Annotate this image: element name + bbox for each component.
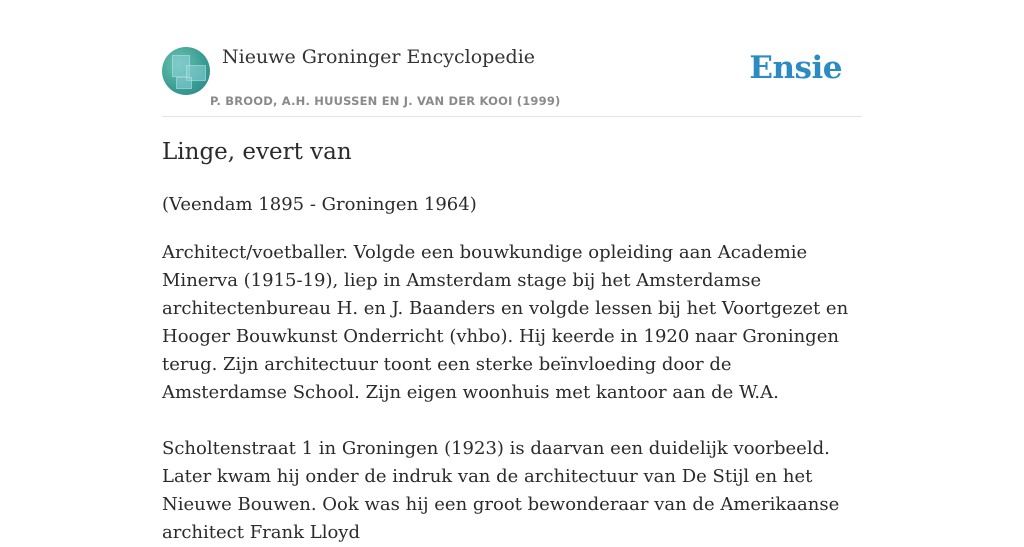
encyclopedia-authors: P. BROOD, A.H. HUUSSEN EN J. VAN DER KOOI (1999) bbox=[210, 94, 561, 108]
page bbox=[162, 0, 862, 543]
encyclopedia-logo-icon[interactable] bbox=[162, 47, 210, 95]
site-header bbox=[162, 0, 862, 117]
encyclopedia-title[interactable]: Nieuwe Groninger Encyclopedie bbox=[222, 46, 536, 68]
article-paragraph: Scholtenstraat 1 in Groningen (1923) is daarvan een duidelijk voorbeeld. Later kwam hij onder de indruk van de architectuur van De Stijl en het Nieuwe Bouwen. Ook was hij een groot bewonderaar van de Amerikaanse architect Frank Lloyd bbox=[162, 438, 840, 543]
logo-tile bbox=[176, 77, 192, 89]
article-title: Linge, evert van bbox=[162, 139, 352, 165]
ensie-brand-link[interactable]: Ensie bbox=[749, 50, 842, 86]
article-paragraph: Architect/voetballer. Volgde een bouwkundige opleiding aan Academie Minerva (1915-19), liep in Amsterdam stage bij het Amsterdamse architectenbureau H. en J. Baanders en volgde lessen bij het Voortgezet en Hooger Bouwkunst Onderricht (vhbo). Hij keerde in 1920 naar Groningen terug. Zijn architectuur toont een sterke beïnvloeding door de Amsterdamse School. Zijn eigen woonhuis met kantoor aan de W.A. bbox=[162, 242, 849, 403]
article-subtitle: (Veendam 1895 - Groningen 1964) bbox=[162, 194, 477, 215]
